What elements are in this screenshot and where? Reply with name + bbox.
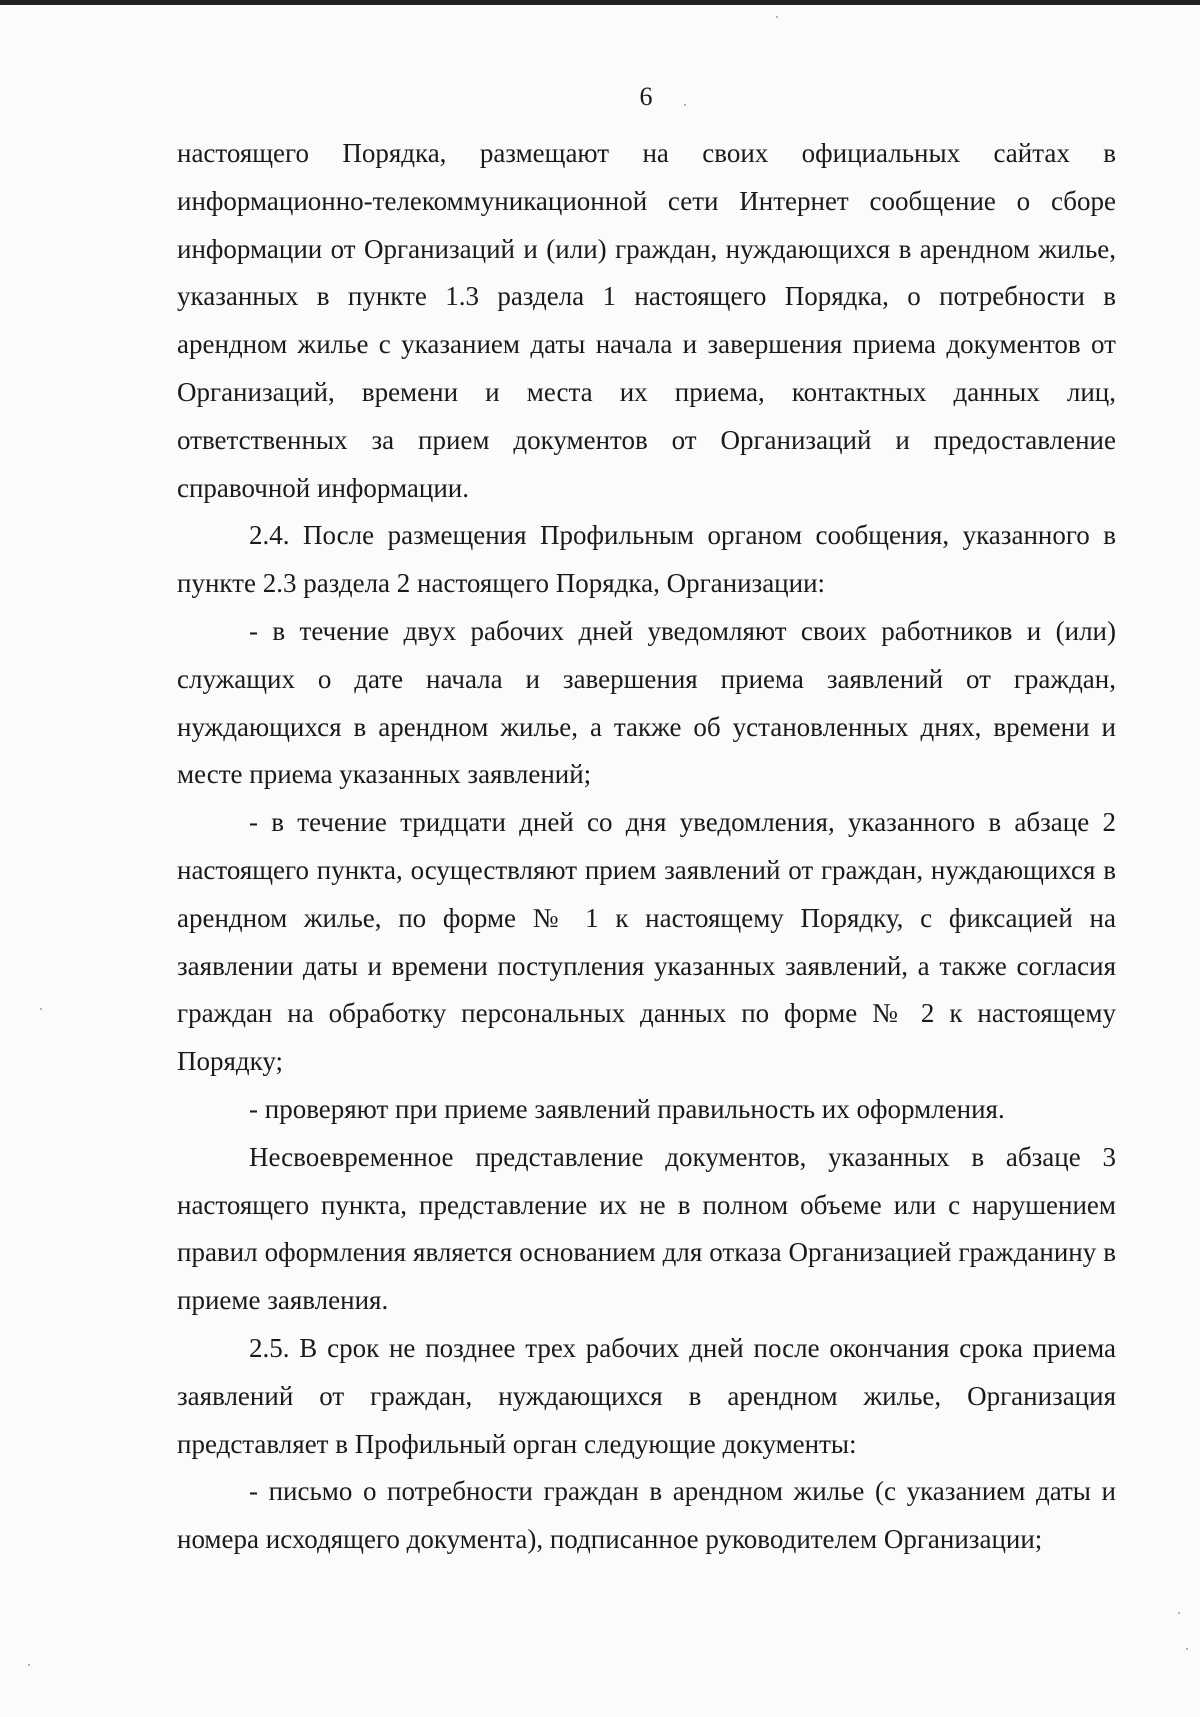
scan-speck: [28, 1664, 30, 1666]
scan-speck: [684, 104, 686, 106]
paragraph-list-item-check: - проверяют при приеме заявлений правильность их оформления.: [249, 1093, 1005, 1124]
paragraph-list-item-accept: - в течение тридцати дней со дня уведомления, указанного в абзаце 2 настоящего пункта, осуществляют прием заявлений от граждан, нуждающихся в арендном жилье, по форме № 1 к настоящему Порядку, с фиксацией на заявлении даты и времени поступления указанных заявлений, а также согласия граждан на обработку персональных данных по форме № 2 к настоящему Порядку;: [177, 807, 1116, 1077]
scan-top-edge: [0, 0, 1200, 5]
paragraph-list-item-letter: - письмо о потребности граждан в арендном жилье (с указанием даты и номера исходящего документа), подписанное руководителем Организации;: [177, 1476, 1116, 1555]
scan-speck: [776, 16, 778, 18]
scan-speck: [1178, 1612, 1180, 1614]
paragraph-continuation: настоящего Порядка, размещают на своих официальных сайтах в информационно-телекоммуникационной сети Интернет сообщение о сборе информации от Организаций и (или) граждан, нуждающихся в арендном жилье, указанных в пункте 1.3 раздела 1 настоящего Порядка, о потребности в арендном жилье с указанием даты начала и завершения приема документов от Организаций, времени и места их приема, контактных данных лиц, ответственных за прием документов от Организаций и предоставление справочной информации.: [177, 138, 1116, 503]
document-body: [177, 130, 1116, 1564]
paragraph-clause-2-4: 2.4. После размещения Профильным органом сообщения, указанного в пункте 2.3 раздела 2 настоящего Порядка, Организации:: [177, 520, 1116, 599]
scan-speck: [40, 1008, 42, 1010]
page-number: 6: [639, 82, 653, 111]
paragraph-refusal-grounds: Несвоевременное представление документов, указанных в абзаце 3 настоящего пункта, представление их не в полном объеме или с нарушением правил оформления является основанием для отказа Организацией гражданину в приеме заявления.: [177, 1141, 1116, 1316]
paragraph-clause-2-5: 2.5. В срок не позднее трех рабочих дней после окончания срока приема заявлений от граждан, нуждающихся в арендном жилье, Организация представляет в Профильный орган следующие документы:: [177, 1332, 1116, 1459]
paragraph-list-item-notify: - в течение двух рабочих дней уведомляют своих работников и (или) служащих о дате начала и завершения приема заявлений от граждан, нуждающихся в арендном жилье, а также об установленных днях, времени и месте приема указанных заявлений;: [177, 615, 1116, 790]
scan-speck: [1186, 1648, 1188, 1650]
